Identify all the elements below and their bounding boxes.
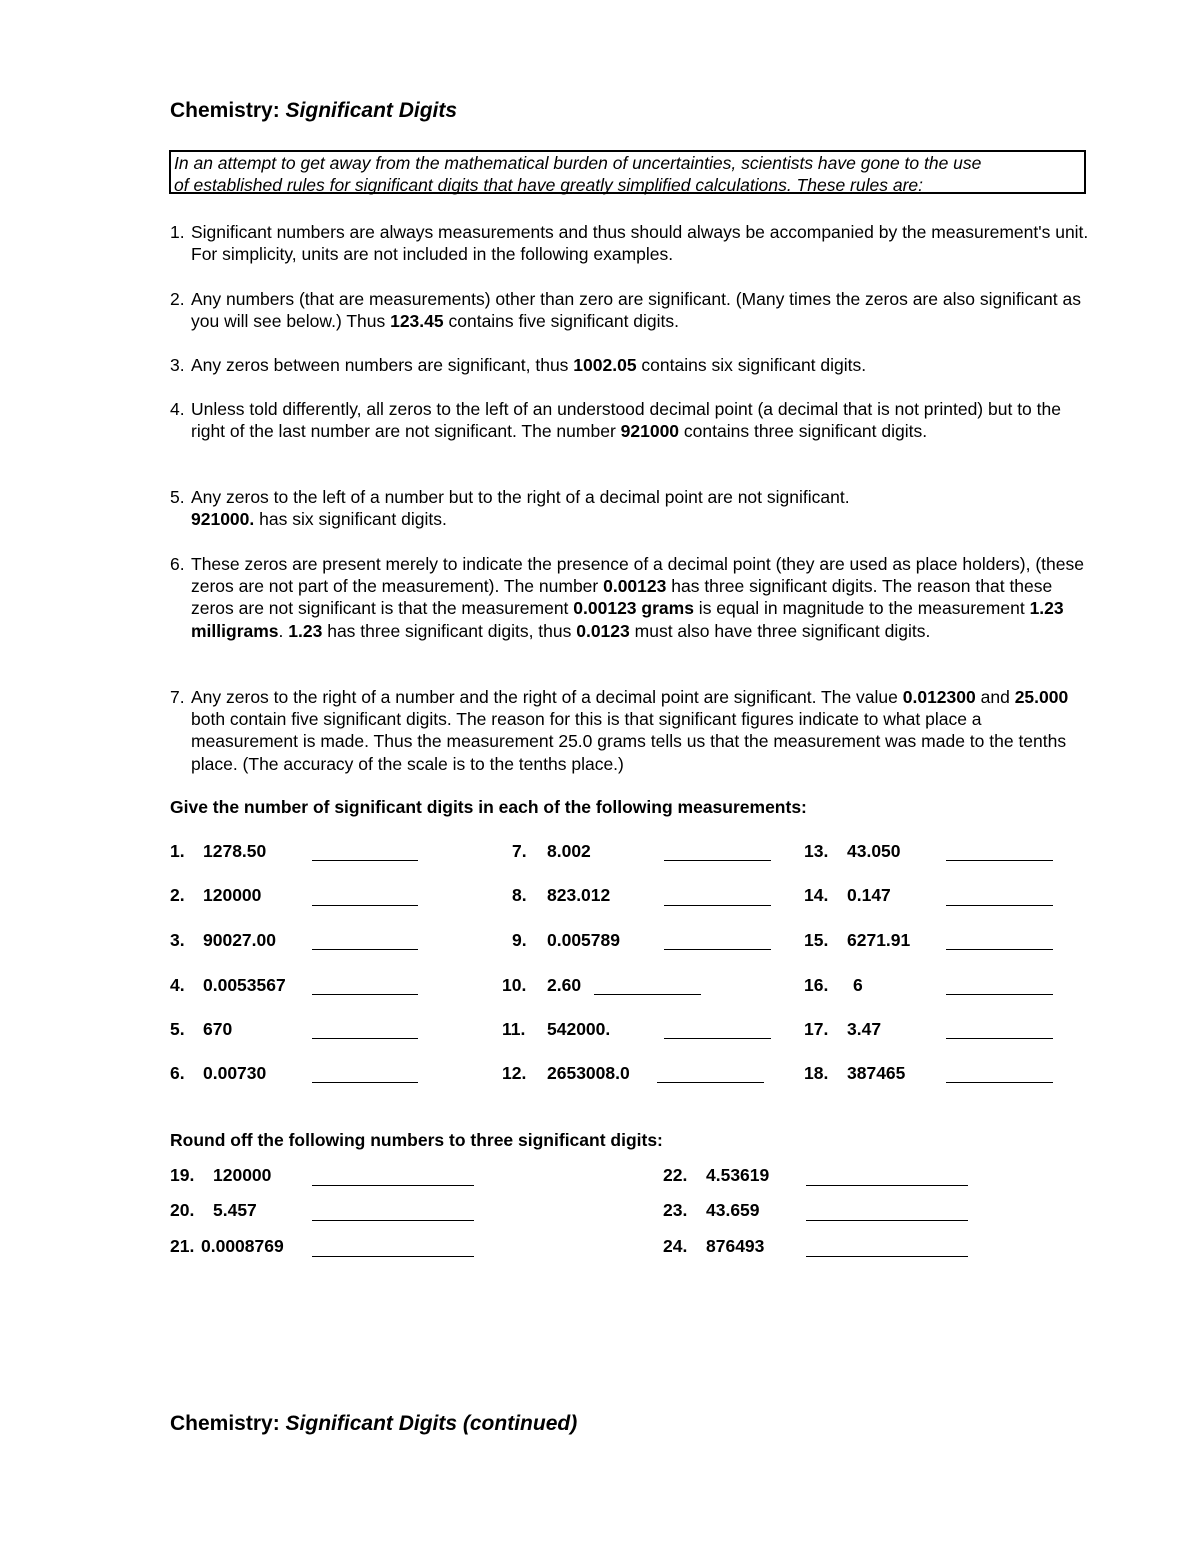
question-19 — [170, 1165, 272, 1186]
rule-4 — [170, 398, 1090, 442]
rule-example: 0.00123 grams — [573, 598, 694, 619]
question-22 — [663, 1165, 770, 1186]
question-value: 0.0053567 — [203, 975, 286, 995]
answer-blank-7[interactable] — [664, 860, 771, 861]
question-6 — [170, 1063, 267, 1084]
question-number: 17. — [804, 1019, 829, 1039]
rule-example: 921000 — [620, 421, 680, 442]
question-value: 2.60 — [547, 975, 582, 995]
answer-blank-18[interactable] — [946, 1082, 1053, 1083]
answer-blank-20[interactable] — [312, 1220, 474, 1221]
continued-topic: Significant Digits (continued) — [285, 1412, 578, 1435]
question-number: 21. — [170, 1236, 195, 1256]
rule-text: Significant numbers are always measurements and thus should always be accompanied by the measurement's unit. For simplicity, units are not included in the following examples. — [191, 222, 1089, 265]
question-2 — [170, 885, 262, 906]
question-number: 10. — [502, 975, 527, 995]
answer-blank-19[interactable] — [312, 1185, 474, 1186]
question-number: 14. — [804, 885, 829, 905]
rule-7 — [170, 686, 1090, 775]
answer-blank-4[interactable] — [312, 994, 418, 995]
rule-text: must also have three significant digits. — [629, 620, 931, 641]
question-9 — [512, 930, 620, 951]
rule-text: has three significant digits. The reason that these zeros are not significant is that the measurement — [191, 576, 1053, 619]
question-value: 8.002 — [547, 841, 591, 861]
question-value: 120000 — [203, 885, 262, 905]
rule-number: 7. — [170, 687, 185, 707]
rule-number: 2. — [170, 289, 185, 309]
answer-blank-17[interactable] — [946, 1038, 1053, 1039]
rule-number: 3. — [170, 355, 185, 375]
rule-text: Unless told differently, all zeros to the left of an understood decimal point (a decimal that is not printed) but to the right of the last number are not significant. The number — [191, 399, 1061, 442]
question-number: 15. — [804, 930, 829, 950]
question-value: 120000 — [213, 1165, 272, 1185]
answer-blank-2[interactable] — [312, 905, 418, 906]
rule-6 — [170, 553, 1090, 642]
rule-text: Any zeros to the right of a number and the right of a decimal point are significant. The value — [191, 687, 903, 707]
question-5 — [170, 1019, 233, 1040]
question-number: 16. — [804, 975, 829, 995]
question-value: 876493 — [706, 1236, 765, 1256]
rule-example: 0.0123 — [576, 620, 630, 641]
rule-text: and — [975, 687, 1015, 707]
intro-line-2: of established rules for significant digits that have greatly simplified calculations. These rules are: — [174, 174, 923, 195]
question-value: 1278.50 — [203, 841, 267, 861]
rule-text: contains three significant digits. — [679, 421, 928, 442]
question-number: 4. — [170, 975, 185, 995]
title-subject: Chemistry: — [170, 99, 280, 122]
answer-blank-6[interactable] — [312, 1082, 418, 1083]
rule-example: 1002.05 — [573, 355, 637, 375]
question-value: 0.147 — [847, 885, 891, 905]
question-number: 11. — [502, 1019, 526, 1039]
question-number: 24. — [663, 1236, 688, 1256]
answer-blank-14[interactable] — [946, 905, 1053, 906]
answer-blank-12[interactable] — [657, 1082, 764, 1083]
intro-box — [169, 150, 1086, 194]
rule-text: has six significant digits. — [254, 509, 447, 530]
rule-example: 1.23 — [288, 620, 323, 641]
rule-example: 0.012300 — [902, 687, 976, 707]
answer-blank-16[interactable] — [946, 994, 1053, 995]
question-value: 90027.00 — [203, 930, 276, 950]
intro-line-1: In an attempt to get away from the mathematical burden of uncertainties, scientists have gone to the use — [174, 153, 982, 173]
answer-blank-5[interactable] — [312, 1038, 418, 1039]
question-8 — [512, 885, 611, 906]
rule-example: 123.45 — [390, 311, 444, 332]
rule-text: . — [278, 620, 289, 641]
question-number: 3. — [170, 930, 185, 950]
question-4 — [170, 975, 286, 996]
answer-blank-21[interactable] — [312, 1256, 474, 1257]
answer-blank-3[interactable] — [312, 949, 418, 950]
question-number: 19. — [170, 1165, 195, 1185]
rule-number: 1. — [170, 222, 185, 242]
question-16 — [804, 975, 863, 996]
question-10 — [502, 975, 582, 996]
question-number: 6. — [170, 1063, 185, 1083]
rule-number: 4. — [170, 399, 185, 419]
question-23 — [663, 1200, 760, 1221]
rule-text: Any numbers (that are measurements) other than zero are significant. (Many times the zeros are also significant as you will see below.) Thus — [191, 289, 1081, 332]
question-number: 23. — [663, 1200, 688, 1220]
question-number: 13. — [804, 841, 829, 861]
question-number: 2. — [170, 885, 185, 905]
answer-blank-15[interactable] — [946, 949, 1053, 950]
continued-subject: Chemistry: — [170, 1412, 280, 1435]
rule-text: Any zeros to the left of a number but to the right of a decimal point are not significant. — [191, 487, 850, 507]
rule-text: has three significant digits, thus — [322, 620, 577, 641]
question-value: 542000. — [547, 1019, 611, 1039]
rule-example: 25.000 — [1014, 687, 1069, 707]
title-topic: Significant Digits — [285, 99, 458, 122]
rule-text: both contain five significant digits. The reason for this is that significant figures indicate to what place a measurement is made. Thus the measurement 25.0 grams tells us that the measurement was made to the tenths place. (The accuracy of the scale is to the tenths place.) — [191, 709, 1067, 774]
question-number: 7. — [512, 841, 527, 861]
answer-blank-22[interactable] — [806, 1185, 968, 1186]
rule-example: 1.23 milligrams — [191, 598, 1064, 641]
question-value: 5.457 — [213, 1200, 257, 1220]
question-number: 22. — [663, 1165, 688, 1185]
rule-text: Any zeros between numbers are significant, thus — [191, 355, 574, 375]
question-value: 6 — [853, 975, 863, 995]
question-number: 9. — [512, 930, 527, 950]
question-value: 0.0008769 — [201, 1236, 284, 1256]
rule-text: contains six significant digits. — [636, 355, 867, 375]
answer-blank-1[interactable] — [312, 860, 418, 861]
question-number: 5. — [170, 1019, 185, 1039]
question-24 — [663, 1236, 765, 1257]
question-15 — [804, 930, 911, 951]
question-value: 823.012 — [547, 885, 611, 905]
answer-blank-11[interactable] — [664, 1038, 771, 1039]
question-value: 0.005789 — [547, 930, 620, 950]
answer-blank-13[interactable] — [946, 860, 1053, 861]
question-value: 670 — [203, 1019, 233, 1039]
page-title — [170, 99, 457, 123]
question-number: 1. — [170, 841, 185, 861]
question-value: 0.00730 — [203, 1063, 267, 1083]
rule-text: is equal in magnitude to the measurement — [693, 598, 1030, 619]
question-number: 18. — [804, 1063, 829, 1083]
question-value: 6271.91 — [847, 930, 911, 950]
continued-title — [170, 1412, 577, 1436]
question-value: 2653008.0 — [547, 1063, 630, 1083]
question-1 — [170, 841, 267, 862]
question-17 — [804, 1019, 882, 1040]
answer-blank-9[interactable] — [664, 949, 771, 950]
question-7 — [512, 841, 591, 862]
question-value: 43.050 — [847, 841, 901, 861]
answer-blank-8[interactable] — [664, 905, 771, 906]
rule-number: 5. — [170, 487, 185, 507]
question-14 — [804, 885, 891, 906]
answer-blank-10[interactable] — [594, 994, 701, 995]
rule-1 — [170, 221, 1090, 265]
rule-example: 921000. — [191, 509, 255, 530]
question-21 — [170, 1236, 284, 1257]
rule-text: contains five significant digits. — [443, 311, 680, 332]
rule-5 — [170, 486, 1090, 530]
question-number: 8. — [512, 885, 527, 905]
rule-3 — [170, 354, 1090, 376]
rule-2 — [170, 288, 1090, 332]
answer-blank-23[interactable] — [806, 1220, 968, 1221]
question-13 — [804, 841, 901, 862]
section-1-heading: Give the number of significant digits in each of the following measurements: — [170, 797, 807, 817]
question-value: 43.659 — [706, 1200, 760, 1220]
section-2-heading: Round off the following numbers to three significant digits: — [170, 1130, 663, 1150]
question-3 — [170, 930, 276, 951]
question-number: 12. — [502, 1063, 527, 1083]
answer-blank-24[interactable] — [806, 1256, 968, 1257]
rule-text: These zeros are present merely to indicate the presence of a decimal point (they are used as place holders), (these zeros are not part of the measurement). The number — [191, 554, 1084, 597]
question-18 — [804, 1063, 906, 1084]
question-value: 387465 — [847, 1063, 906, 1083]
question-12 — [502, 1063, 630, 1084]
question-11 — [502, 1019, 611, 1040]
rule-example: 0.00123 — [603, 576, 667, 597]
question-number: 20. — [170, 1200, 195, 1220]
rule-number: 6. — [170, 554, 185, 574]
question-value: 3.47 — [847, 1019, 882, 1039]
question-value: 4.53619 — [706, 1165, 770, 1185]
question-20 — [170, 1200, 257, 1221]
